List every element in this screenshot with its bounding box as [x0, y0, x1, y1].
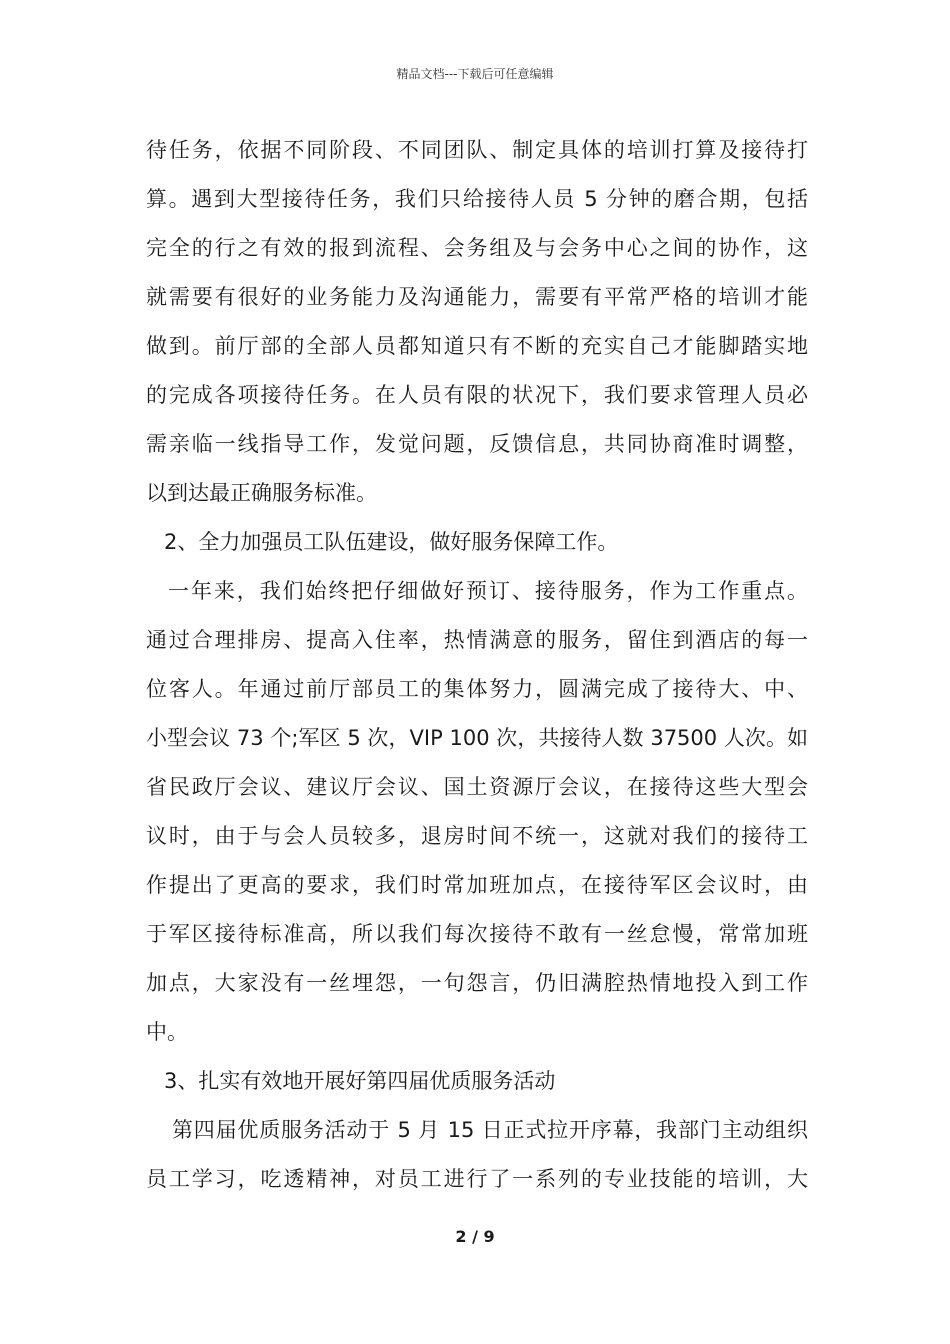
paragraph-2: [146, 567, 808, 1057]
text-line: 中。: [146, 1020, 188, 1044]
text-line: 议时，由于与会人员较多，退房时间不统一，这就对我们的接待工: [146, 824, 808, 848]
text-line: 员工学习，吃透精神，对员工进行了一系列的专业技能的培训，大: [146, 1167, 808, 1191]
text-line: 3、扎实有效地开展好第四届优质服务活动: [164, 1069, 556, 1093]
text-line: 以到达最正确服务标准。: [146, 481, 377, 505]
document-body: [146, 126, 808, 1204]
section-heading-3: [146, 1057, 808, 1106]
text-line: 的完成各项接待任务。在人员有限的状况下，我们要求管理人员必: [146, 383, 808, 407]
text-line: 需亲临一线指导工作，发觉问题，反馈信息，共同协商准时调整，: [146, 432, 808, 456]
text-line: 完全的行之有效的报到流程、会务组及与会务中心之间的协作，这: [146, 236, 808, 260]
page-header: 精品文档---下载后可任意编辑: [396, 67, 554, 81]
page-separator: /: [472, 1227, 478, 1246]
text-line: 待任务，依据不同阶段、不同团队、制定具体的培训打算及接待打: [146, 138, 808, 162]
text-line: 位客人。年通过前厅部员工的集体努力，圆满完成了接待大、中、: [146, 677, 808, 701]
section-heading-2: [146, 518, 808, 567]
text-line: 2、全力加强员工队伍建设，做好服务保障工作。: [164, 530, 619, 554]
text-line: 于军区接待标准高，所以我们每次接待不敢有一丝怠慢，常常加班: [146, 922, 808, 946]
text-line: 通过合理排房、提高入住率，热情满意的服务，留住到酒店的每一: [146, 628, 808, 652]
paragraph-3: [146, 1106, 808, 1204]
text-line: 第四届优质服务活动于 5 月 15 日正式拉开序幕，我部门主动组织: [172, 1118, 808, 1142]
page-current: 2: [455, 1227, 467, 1246]
text-line: 做到。前厅部的全部人员都知道只有不断的充实自己才能脚踏实地: [146, 334, 808, 358]
page-total: 9: [483, 1227, 495, 1246]
text-line: 省民政厅会议、建议厅会议、国土资源厅会议，在接待这些大型会: [146, 775, 808, 799]
text-line: 小型会议 73 个;军区 5 次，VIP 100 次，共接待人数 37500 人次。如: [146, 726, 808, 750]
text-line: 作提出了更高的要求，我们时常加班加点，在接待军区会议时，由: [146, 873, 808, 897]
text-line: 加点，大家没有一丝埋怨，一句怨言，仍旧满腔热情地投入到工作: [146, 971, 808, 995]
text-line: 就需要有很好的业务能力及沟通能力，需要有平常严格的培训才能: [146, 285, 808, 309]
paragraph-1: [146, 126, 808, 518]
text-line: 一年来，我们始终把仔细做好预订、接待服务，作为工作重点。: [168, 579, 808, 603]
page-number: [0, 1226, 950, 1248]
text-line: 算。遇到大型接待任务，我们只给接待人员 5 分钟的磨合期，包括: [146, 187, 808, 211]
